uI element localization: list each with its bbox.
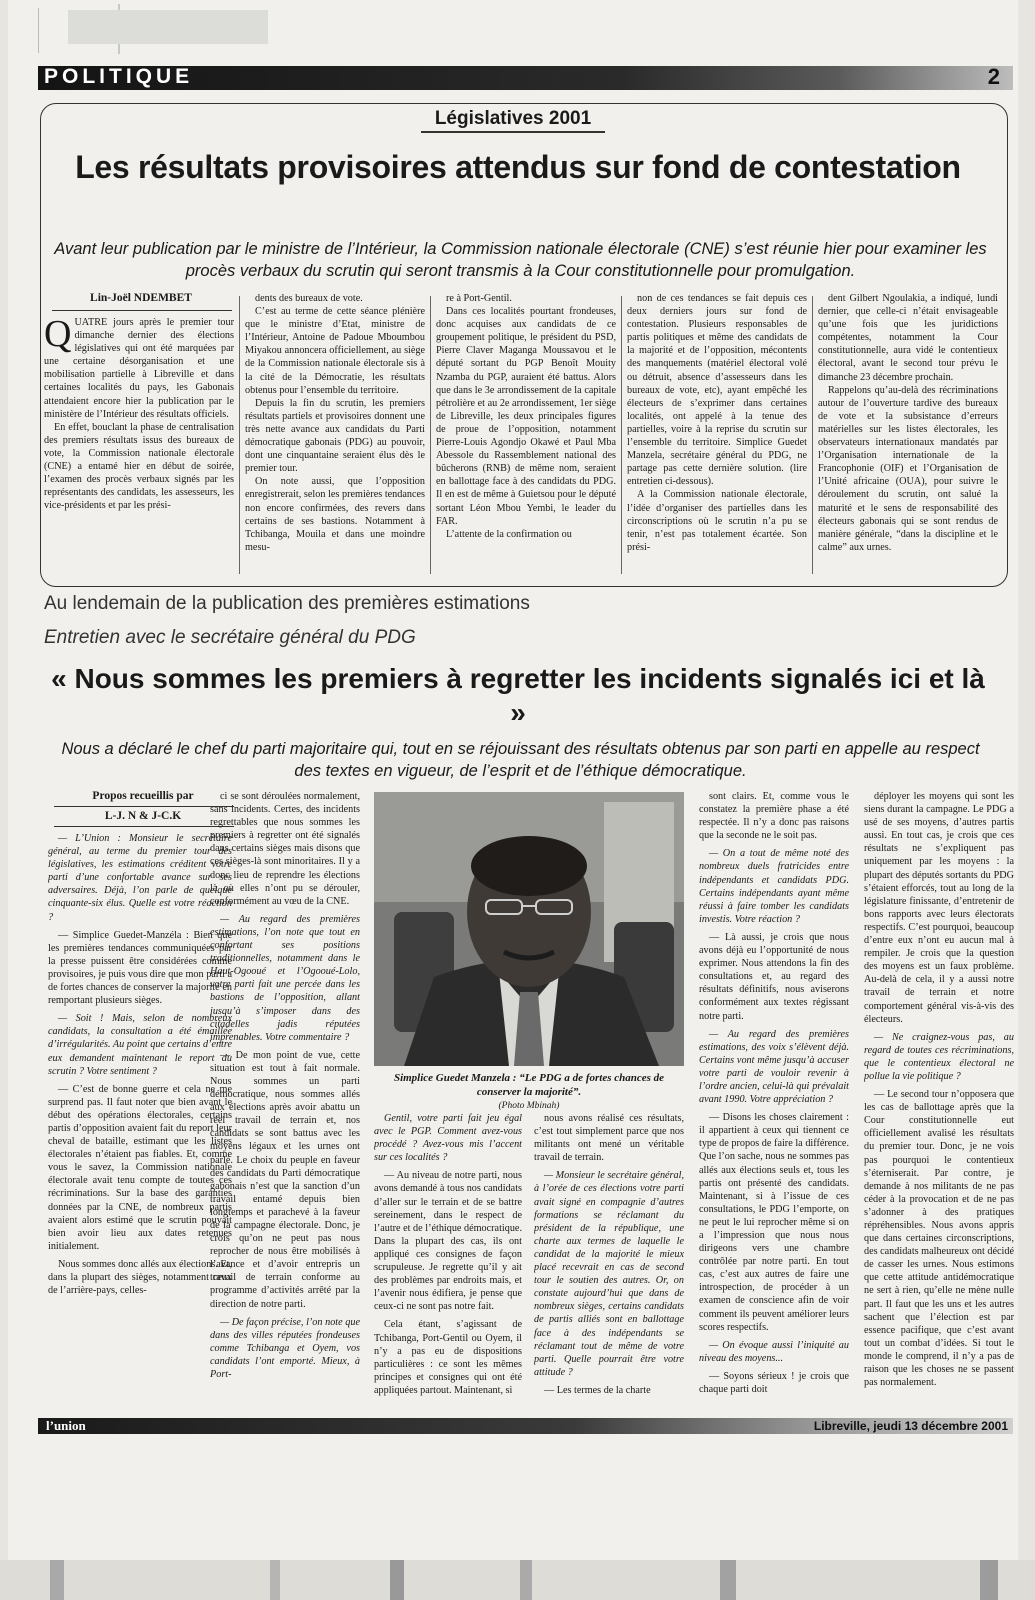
- interview-answer: — Le second tour n’opposera que les cas de ballottage après que la Cour constitutionnelle eut officiellement avalisé les résultats du premier tour. Donc, je ne vois pas pourquoi le contentieux s’éterniserait. Par contre, je demande à nos militants de ne pas céder à la provocation et de ne pas s’adonner à des pratiques répréhensibles. Nous avons appris que dans certaines circonscriptions, des candidats malheureux ont décidé de casser les urnes. Nous estimons que cette attitude antidémocratique ne sert à rien, qu’elle ne mène nulle part. Il faut que les uns et les autres sachent que l’élection est par essence pacifique, que c’est avant tout un combat d’idées. Si tout le monde le comprend, il n’y a pas de raison que les choses ne se passent pas normalement.: [864, 1089, 1014, 1389]
- article-paragraph: dents des bureaux de vote.: [255, 293, 363, 304]
- article2-deck: Nous a déclaré le chef du parti majoritaire qui, tout en se réjouissant des résultats obtenus par son parti en appelle au respect des textes en vigueur, de l’esprit et de l’éthique démocratique.: [61, 740, 980, 780]
- page-number: 2: [987, 64, 1000, 89]
- article2-headline: « Nous sommes les premiers à regretter les incidents signalés ici et là »: [51, 663, 985, 728]
- article1-kicker: [8, 108, 1018, 130]
- paragraph-text: UATRE jours après le premier tour dimanche dernier des élections législatives qui ont été marquées par une certaine désorganisation et une mobilisation partielle à Libreville et dans certaines localités du pays, les Gabonais attendaient encore hier la publication par le ministère de l’Intérieur des résultats officiels.: [44, 317, 234, 420]
- photo-credit: (Photo Mbinah): [498, 1101, 560, 1111]
- column-rule: [239, 296, 240, 574]
- article1-column-2: [245, 292, 425, 574]
- article2-column-1: [48, 832, 232, 1406]
- byline-rule: [54, 826, 234, 827]
- column-rule: [621, 296, 622, 574]
- article1-column-1: [44, 316, 234, 574]
- byline-rule: [54, 806, 234, 807]
- footer-dateline: Libreville, jeudi 13 décembre 2001: [813, 1419, 1008, 1433]
- article2-byline-label: Propos recueillis par: [92, 790, 194, 802]
- interview-question: — On évoque aussi l’iniquité au niveau des moyens...: [699, 1339, 849, 1364]
- interview-answer: Nous sommes donc allés aux élections. Et, dans la plupart des sièges, notamment ceux de l’arrière-pays, celles-: [48, 1258, 232, 1297]
- article-paragraph: non de ces tendances se fait depuis ces deux derniers jours sur fond de contestation. Plusieurs responsables de partis politiques et même des candidats de la majorité et de l’opposition, mécontents des manquements (matériel électoral volé ou détruit, absence d’assesseurs dans les bureaux de vote, etc), ayant empêché les électeurs de s’exprimer dans certaines localités, ont appelé à la tenue des partielles, voire à la reprise du scrutin sur l’ensemble du territoire. Simplice Guedet Manzela, secrétaire général du PDG, ne partage pas cette dernière solution. (lire entretien ci-dessous).: [627, 293, 807, 488]
- article-paragraph: Depuis la fin du scrutin, les premiers résultats partiels et provisoires donnent une très nette avance aux candidats du Parti démocratique gabonais (PDG) au pouvoir, dont une cinquantaine seraient élus dès le premier tour.: [245, 397, 425, 475]
- article-paragraph: dent Gilbert Ngoulakia, a indiqué, lundi dernier, que celle-ci n’était envisageable qu’une fois que les juridictions compétentes, notamment la Cour constitutionnelle, aura vidé le contentieux électoral, avant le second tour prévu le dimanche 23 décembre prochain.: [818, 293, 998, 383]
- interview-answer: nous avons réalisé ces résultats, c’est tout simplement parce que nos militants ont mené un véritable travail de terrain.: [534, 1113, 684, 1164]
- interview-answer: — Là aussi, je crois que nous avons déjà eu l’opportunité de nous exprimer. Nous attendons la fin des consultations et, au regard des résultats définitifs, nous aviserons conformément aux textes régissant notre parti.: [699, 931, 849, 1022]
- article1-deck: Avant leur publication par le ministre de l’Intérieur, la Commission nationale électorale (CNE) s’est réunie hier pour examiner les procès verbaux du scrutin qui seront transmis à la Cour constitutionnelle pour promulgation.: [54, 240, 987, 280]
- article-paragraph: Rappelons qu’au-delà des récriminations autour de l’ouverture tardive des bureaux de vote et la subsistance d’erreurs matérielles sur les listes électorales, les observateurs internationaux mandatés par l’Organisation internationale de la Francophonie (OIF) et l’Organisation de l’Unité africaine (OUA), pour suivre le déroulement du scrutin, ont salué la maturité et le sens de responsabilité des électeurs gabonais qui se sont rendus de manière générale, “dans la discipline et le calme” aux urnes.: [818, 384, 998, 553]
- interview-answer: — Simplice Guedet-Manzéla : Bien que les premières tendances communiquées par la presse puissent être considérées comme provisoires, je puis vous dire que mon parti a de fortes chances de conserver la majorité en remportant plusieurs sièges.: [48, 929, 232, 1007]
- article2-column-6: [864, 790, 1014, 1406]
- article1-kicker-text: Législatives 2001: [421, 108, 605, 133]
- column-rule: [430, 296, 431, 574]
- article-paragraph: En effet, bouclant la phase de centralisation des premiers résultats issus des bureaux de vote, la Commission nationale électorale (CNE) a entamé hier en début de soirée, l’examen des procès verbaux signés par les représentants des candidats, les assesseurs, les vice-présidents et par les prési-: [44, 421, 234, 512]
- article2-byline-names: L-J. N & J-C.K: [104, 810, 182, 822]
- article-paragraph: A la Commission nationale électorale, l’idée d’organiser des partielles dans les circonscriptions où le scrutin n’a pu se tenir, n’est pas totalement écartée. Son prési-: [627, 489, 807, 553]
- interview-question: — L’Union : Monsieur le secrétaire général, au terme du premier tour des législatives, les estimations créditent votre parti d’une confortable avance sur ses adversaires. Déjà, l’on parle de quelque cinquante-six élus. Quelle est votre réaction ?: [48, 833, 232, 923]
- column-rule: [812, 296, 813, 574]
- article1-column-3: [436, 292, 616, 574]
- interview-question: — Monsieur le secrétaire général, à l’orée de ces élections votre parti avait signé en compagnie d’autres formations se réclamant du président de la république, une charte aux termes de laquelle le candidat de la majorité le mieux placé recevrait en cas de second tour le soutien des autres. Or, on constate aujourd’hui que dans de nombreux sièges, certains candidats de partis alliés sont en ballottage face à des indépendants se réclamant tout de même de votre parti. Quelle pourrait être votre attitude ?: [534, 1170, 684, 1378]
- article-paragraph: L’attente de la confirmation ou: [446, 528, 572, 540]
- interview-question: — Soit ! Mais, selon de nombreux candidats, la consultation a été émaillée d’irrégularités. Au point que certains d’entre eux demandent maintenant le report du scrutin ? Votre sentiment ?: [48, 1013, 232, 1077]
- interview-answer: ci se sont déroulées normalement, sans incidents. Certes, des incidents regrettables que nous sommes les premiers à regretter ont été signalés dans certains sièges mais disons que ces sièges-là sont minoritaires. Il y a donc lieu de reprendre les élections là où elles n’ont pu se dérouler, conformément au vœu de la CNE.: [210, 791, 360, 907]
- article-paragraph: Dans ces localités pourtant frondeuses, donc acquises aux candidats de ce groupement politique, le président du PSD, Pierre Claver Maganga Moussavou et le député sortant du PGP Benoît Mouity Nzamba du PGP, auraient été battus. Alors que dans le 3e arrondissement de la capitale pétrolière et au 2e arrondissement, 1er siège de Libreville, les deux principales figures de proue de l’opposition, notamment Pierre-Louis Agondjo Okawé et Paul Mba Abessole du Rassemblement national des bûcherons (RNB) de même nom, seraient en ballottage face à des candidats du PDG. Il en est de même à Guietsou pour le député sortant Léon Mbou Yembi, le leader du FAR.: [436, 306, 616, 527]
- interview-answer: — Disons les choses clairement : il appartient à ceux qui tiennent ce type de propos de faire la différence. Que l’on sache, nous ne sommes pas allés aux élections seuls et, tous les partis ont présenté des candidats. Maintenant, si à l’issue de ces consultations, le PDG l’emporte, on ne peut le lui reprocher même si on a l’impression que nous nous dirigeons vers une chambre contrôlée par notre parti. En tout cas, c’est aux autres de faire une introspection, de procéder à un examen de conscience afin de voir comment ils peuvent améliorer leurs scores respectifs.: [699, 1112, 849, 1333]
- interview-answer: sont clairs. Et, comme vous le constatez la première phase a été respectée. Il n’y a donc pas raisons que la seconde ne le soit pas.: [699, 791, 849, 842]
- interview-answer: — Au niveau de notre parti, nous avons demandé à tous nos candidats d’aller sur le terrain et de se battre sereinement, dans le respect de l’autre et de l’éthique démocratique. Dans la plupart des cas, ils ont appliqué ces consignes de façon scrupuleuse. Je regrette qu’il y ait des problèmes par endroits mais, et l’avenir nous édifiera, je pense que ceux-ci ne sont pas notre fait.: [374, 1170, 522, 1313]
- article2-subkicker: Entretien avec le secrétaire général du PDG: [44, 627, 416, 648]
- interview-answer: — Les termes de la charte: [544, 1384, 651, 1396]
- interview-question: Gentil, votre parti fait jeu égal avec le PGP. Comment avez-vous procédé ? Avez-vous mis l’accent sur ces localités ?: [374, 1113, 522, 1164]
- scan-noise-bottom: [0, 1560, 1035, 1600]
- article1-column-5: [818, 292, 998, 574]
- interview-question: — De façon précise, l’on note que dans des villes réputées frondeuses comme Tchibanga et Oyem, vos candidats l’ont emporté. Mieux, à Port-: [210, 1316, 360, 1381]
- newspaper-page: [8, 0, 1018, 1560]
- interview-answer: — De mon point de vue, cette situation est tout à fait normale. Nous sommes un parti démocratique, nous sommes allés aux élections après avoir abattu un réel travail de terrain et, nos candidats se sont battus avec les moyens légaux et les urnes ont parlé. Le choix du peuple en faveur des candidats du Parti démocratique gabonais n’est que la sanction d’un travail entamé depuis bien longtemps et parachevé à la faveur de la campagne électorale. Donc, je crois qu’on ne peut pas nous reprocher de nous être mobilisés à l’avance et d’avoir entrepris un travail de terrain conforme au programme d’activités arrêté par la direction de notre parti.: [210, 1049, 360, 1310]
- interview-answer: déployer les moyens qui sont les siens durant la campagne. Le PDG a usé de ses moyens, d’autres partis aussi. En tout cas, je crois que ces résultats ne s’expliquent pas uniquement par les moyens : la plupart des députés sortants du PDG s’étaient efforcés, tout au long de la législature finissante, d’entretenir de bons rapports avec leurs électorats respectifs. C’est pourquoi, beaucoup d’entre eux n’ont eu aucun mal à rempiler. Je crois que la question des moyens est un faux problème. Au-delà de cela, il y a aussi notre travail de terrain et notre comportement général vis-à-vis des électeurs.: [864, 791, 1014, 1025]
- portrait-illustration: [374, 792, 684, 1066]
- footer-logo: l’union: [46, 1418, 86, 1433]
- article2-column-4: [534, 1112, 684, 1406]
- article-paragraph: re à Port-Gentil.: [446, 293, 512, 304]
- interview-question: — On a tout de même noté des nombreux duels fratricides entre indépendants et candidats PDG. Certains indépendants ayant même réussi à faire tomber les candidats investis. Votre réaction ?: [699, 848, 849, 925]
- article2-column-2: [210, 790, 360, 1406]
- section-label: POLITIQUE: [44, 65, 194, 88]
- article1-byline: Lin-Joël NDEMBET: [90, 292, 192, 304]
- scan-noise-top: [8, 0, 1018, 60]
- interview-question: — Ne craignez-vous pas, au regard de toutes ces récriminations, que le contentieux électoral ne pollue la vie politique ?: [864, 1031, 1014, 1082]
- article2-kicker: Au lendemain de la publication des premières estimations: [44, 593, 530, 614]
- portrait-photo: [374, 792, 684, 1066]
- drop-cap: Q: [44, 316, 72, 355]
- article2-column-3: [374, 1112, 522, 1406]
- photo-caption-text: Simplice Guedet Manzela : “Le PDG a de fortes chances de conserver la majorité”.: [393, 1072, 665, 1098]
- article-paragraph: [44, 316, 234, 421]
- byline-rule: [52, 310, 232, 311]
- interview-answer: — C’est de bonne guerre et cela ne me surprend pas. Il faut noter que bien avant le début des opérations électorales, certains partis d’opposition avaient fait du report leur cheval de bataille, estimant que les listes électorales n’étaient pas fiables. Et, comme vous le savez, la Commission nationale électorale avait tenu compte de toutes ces récriminations. Sur la base des garanties données par la CNE, de nombreux partis avaient alors estimé que le scrutin pouvait bien avoir lieu aux dates retenues initialement.: [48, 1083, 232, 1252]
- article1-headline: Les résultats provisoires attendus sur fond de contestation: [75, 149, 961, 185]
- interview-answer: Cela étant, s’agissant de Tchibanga, Port-Gentil ou Oyem, il n’y a pas eu de dispositions particulières : ce sont les mêmes principes et consignes qui ont été appliquées partout. Maintenant, si: [374, 1319, 522, 1396]
- photo-caption: [374, 1071, 684, 1113]
- article-paragraph: C’est au terme de cette séance plénière que le ministre d’Etat, ministre de l’Intérieur, Antoine de Padoue Mboumbou Miyakou annoncera officiellement, au siège de la Commission nationale électorale sis à la cité de la Démocratie, les résultats obtenus pour l’ensemble du territoire.: [245, 306, 425, 396]
- interview-question: — Au regard des premières estimations, l’on note que tout en confortant ses positions traditionnelles, notamment dans le Haut-Ogooué et l’Ogooué-Lolo, votre parti fait une percée dans les bastions de l’opposition, allant jusqu’à s’imposer dans des citadelles jadis réputées imprenables. Votre commentaire ?: [210, 913, 360, 1043]
- interview-answer: — Soyons sérieux ! je crois que chaque parti doit: [699, 1370, 849, 1396]
- article1-column-4: [627, 292, 807, 574]
- article2-column-5: [699, 790, 849, 1406]
- article-paragraph: On note aussi, que l’opposition enregistrerait, selon les premières tendances non encore confirmées, des revers dans certains de ses bastions. Notamment à Tchibanga, Mouila et dans une moindre mesu-: [245, 476, 425, 553]
- interview-question: — Au regard des premières estimations, des voix s’élèvent déjà. Certains vont même jusqu’à accuser votre parti de vouloir revenir à l’ordre ancien, celui-là qui prévalait avant 1990. Votre appréciation ?: [699, 1028, 849, 1106]
